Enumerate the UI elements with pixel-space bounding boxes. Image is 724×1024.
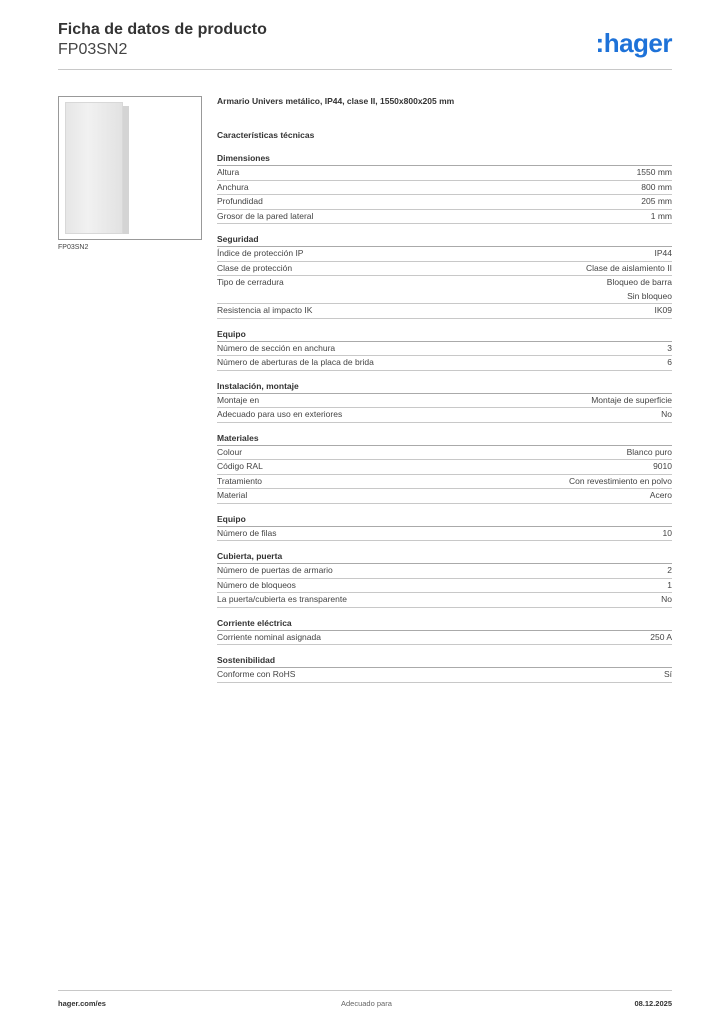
spec-value [667,356,672,370]
spec-value-line: 1550 mm [636,167,672,177]
page-footer [58,990,672,1008]
section-title: Seguridad [217,233,672,247]
section-title: Corriente eléctrica [217,617,672,631]
spec-label: La puerta/cubierta es transparente [217,594,347,604]
spec-label: Material [217,490,248,500]
spec-label: Tipo de cerradura [217,277,284,287]
spec-value-line: Blanco puro [626,446,672,457]
spec-label: Corriente nominal asignada [217,631,321,642]
spec-row [217,668,672,683]
spec-row [217,527,672,542]
spec-label: Índice de protección IP [217,248,304,258]
spec-value [664,668,672,682]
spec-section [217,432,672,504]
spec-row [217,460,672,475]
footer-center-text: Adecuado para [341,999,392,1008]
product-image [58,96,202,240]
product-name: Armario Univers metálico, IP44, clase II, 1550x800x205 mm [217,96,455,106]
spec-value [650,631,672,645]
section-title: Equipo [217,328,672,342]
spec-row [217,564,672,579]
spec-value [655,304,673,318]
spec-value [661,408,672,422]
spec-label: Resistencia al impacto IK [217,305,313,315]
section-title: Sostenibilidad [217,654,672,668]
spec-value-line: IK09 [654,305,672,315]
spec-value [667,579,672,593]
technical-characteristics-heading: Características técnicas [217,130,315,140]
section-title: Materiales [217,432,672,446]
spec-row [217,195,672,210]
spec-row [217,394,672,409]
spec-value [641,181,672,195]
spec-value-line: 1 [667,579,672,590]
spec-value-line: Clase de aislamiento II [586,262,672,273]
spec-value-line: 205 mm [641,196,672,206]
document-title: Ficha de datos de producto [58,21,267,38]
spec-section [217,380,672,423]
spec-value [663,527,672,541]
section-title: Equipo [217,513,672,527]
spec-section [217,550,672,608]
spec-row [217,356,672,371]
spec-value-line: 1 mm [650,210,672,221]
spec-value-line: IP44 [654,248,672,258]
section-title: Instalación, montaje [217,380,672,394]
spec-label: Profundidad [217,196,263,206]
spec-value [655,247,673,261]
spec-value-line: 2 [667,565,672,575]
spec-label: Número de aberturas de la placa de brida [217,357,374,367]
section-title: Dimensiones [217,152,672,166]
spec-value-line: 250 A [650,631,672,642]
spec-value-line: 3 [667,342,672,353]
spec-label: Número de filas [217,527,277,538]
spec-section [217,328,672,371]
spec-row [217,166,672,181]
spec-label: Grosor de la pared lateral [217,210,314,221]
spec-section [217,654,672,683]
spec-label: Tratamiento [217,475,263,486]
spec-value [627,446,672,460]
spec-value-line: Montaje de superficie [591,394,672,405]
product-details [217,96,672,692]
section-title: Cubierta, puerta [217,550,672,564]
product-code: FP03SN2 [58,41,128,58]
image-caption: FP03SN2 [58,244,89,251]
spec-value-line: No [661,594,672,604]
spec-value [653,460,672,474]
spec-row [217,408,672,423]
spec-section [217,233,672,319]
spec-value [667,564,672,578]
spec-value-line: Con revestimiento en polvo [568,475,672,486]
spec-value [607,276,672,303]
spec-row [217,579,672,594]
spec-row [217,304,672,319]
spec-label: Conforme con RoHS [217,669,296,679]
spec-row [217,475,672,490]
spec-value [650,489,672,503]
spec-value-line: No [661,409,672,419]
spec-label: Número de sección en anchura [217,342,336,353]
spec-value-line: 800 mm [641,181,672,192]
spec-value [637,166,672,180]
spec-value [661,593,672,607]
spec-row [217,276,672,304]
cabinet-side-illustration [123,106,129,234]
spec-value-line: Bloqueo de barra [606,277,672,287]
spec-row [217,247,672,262]
spec-section [217,617,672,646]
spec-sections [217,152,672,683]
spec-value-line: Sin bloqueo [627,290,672,301]
spec-value [667,342,672,356]
spec-label: Altura [217,167,240,177]
spec-row [217,489,672,504]
spec-label: Adecuado para uso en exteriores [217,409,343,419]
spec-label: Número de bloqueos [217,579,296,590]
spec-label: Anchura [217,181,249,192]
spec-value [651,210,672,224]
spec-label: Montaje en [217,394,260,405]
spec-row [217,593,672,608]
spec-value-line: 10 [662,527,672,538]
spec-value [586,262,672,276]
spec-value-line: 6 [667,357,672,367]
spec-value [591,394,672,408]
spec-row [217,181,672,196]
spec-value-line: Acero [649,490,672,500]
spec-label: Colour [217,446,243,457]
spec-label: Código RAL [217,461,263,471]
page-header [58,20,672,70]
footer-date: 08.12.2025 [634,999,672,1008]
spec-row [217,446,672,461]
spec-label: Clase de protección [217,262,293,273]
spec-value-line: 9010 [653,461,672,471]
hager-logo: :hager [595,28,672,58]
spec-label: Número de puertas de armario [217,565,333,575]
spec-section [217,152,672,224]
spec-row [217,631,672,646]
spec-value-line: Sí [663,669,672,679]
cabinet-illustration [65,102,123,234]
spec-section [217,513,672,542]
spec-row [217,262,672,277]
spec-value [569,475,672,489]
spec-value [641,195,672,209]
footer-website: hager.com/es [58,999,106,1008]
spec-row [217,342,672,357]
spec-row [217,210,672,225]
